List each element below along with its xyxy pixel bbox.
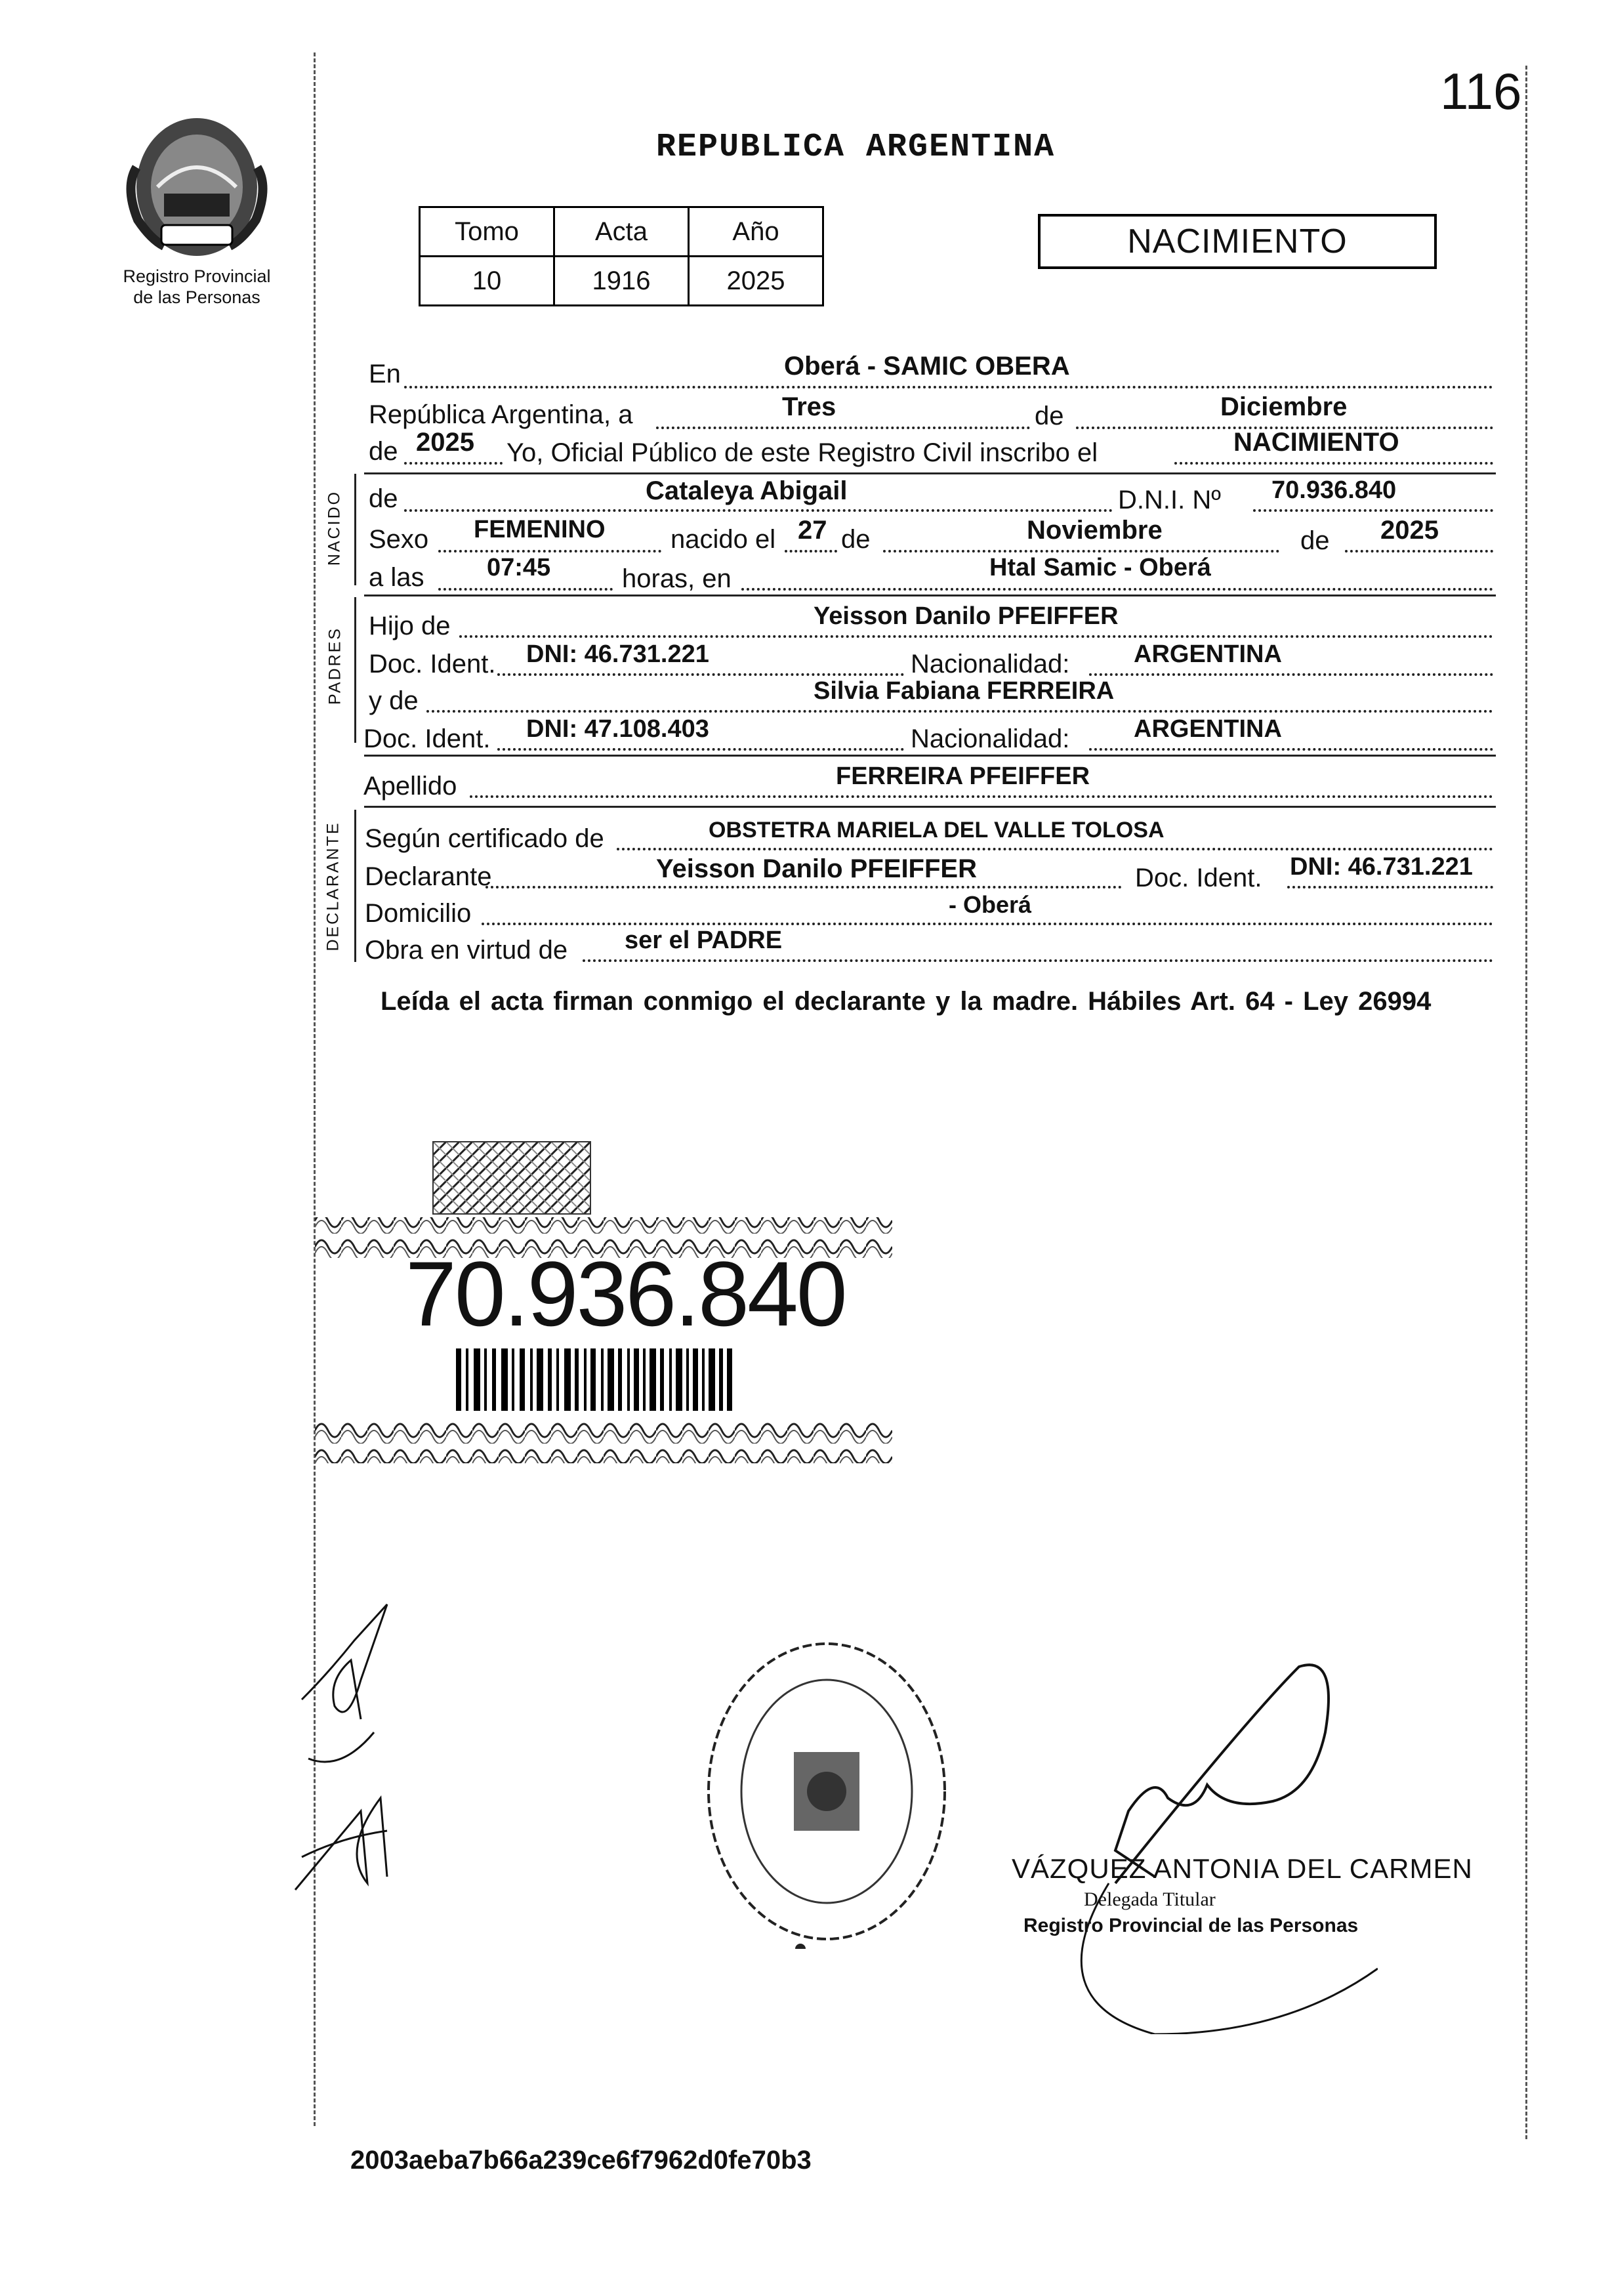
certificado-label: Según certificado de: [365, 824, 604, 853]
dni-dots: [1253, 509, 1493, 512]
province-logo: [118, 108, 276, 266]
nacido-el-label: nacido el: [671, 525, 776, 554]
republica-label: República Argentina, a: [369, 400, 633, 429]
document-hash: 2003aeba7b66a239ce6f7962d0fe70b3: [350, 2146, 812, 2175]
value-ano: 2025: [689, 257, 823, 306]
mother-doc-dots: [497, 748, 904, 751]
divider-3: [364, 755, 1496, 757]
year-value: 2025: [416, 428, 474, 457]
acta-table: [419, 206, 824, 306]
value-tomo: 10: [420, 257, 554, 306]
declarante-value: Yeisson Danilo PFEIFFER: [656, 854, 977, 883]
father-dots: [459, 635, 1493, 638]
obra-label: Obra en virtud de: [365, 936, 568, 965]
declarante-doc-dots: [1287, 886, 1493, 888]
declarante-dots: [485, 886, 1122, 888]
padres-bracket: [354, 597, 356, 743]
apellido-label: Apellido: [363, 772, 457, 801]
father-nationality: ARGENTINA: [1134, 640, 1282, 668]
registry-line2: de las Personas: [133, 287, 260, 307]
sexo-value: FEMENINO: [474, 516, 606, 543]
birth-time: 07:45: [487, 554, 551, 581]
page-number: 116: [1440, 62, 1522, 120]
page-title: REPUBLICA ARGENTINA: [656, 129, 1056, 166]
mother-doc-label: Doc. Ident.: [363, 724, 491, 753]
en-dots: [404, 386, 1493, 388]
child-name: Cataleya Abigail: [646, 476, 848, 505]
sexo-label: Sexo: [369, 525, 429, 554]
y-de-label: y de: [369, 686, 419, 715]
en-value: Oberá - SAMIC OBERA: [784, 352, 1070, 381]
obra-value: ser el PADRE: [625, 927, 783, 954]
father-doc-label: Doc. Ident.: [369, 650, 496, 678]
header-ano: Año: [689, 207, 823, 257]
divider-4: [364, 806, 1496, 808]
barcode-number: 70.936.840: [405, 1242, 846, 1345]
sexo-dots: [438, 550, 661, 553]
year-dots: [404, 462, 503, 465]
father-nacionalidad-label: Nacionalidad:: [911, 650, 1070, 678]
de2-label: de: [369, 437, 398, 466]
place-dots: [741, 588, 1493, 591]
registry-caption: [85, 266, 308, 308]
legal-note: Leída el acta firman conmigo el declarante y la madre. Hábiles Art. 64 - Ley 26994: [381, 987, 1432, 1016]
mother-doc: DNI: 47.108.403: [526, 715, 709, 743]
nacido-de-label: de: [369, 484, 398, 513]
nacido-section-label: NACIDO: [325, 490, 344, 566]
horas-en-label: horas, en: [622, 564, 732, 593]
declarante-label: Declarante: [365, 862, 492, 891]
father-name: Yeisson Danilo PFEIFFER: [814, 602, 1119, 630]
mother-name: Silvia Fabiana FERREIRA: [814, 677, 1115, 705]
de-label: de: [1035, 402, 1064, 430]
month-value: Diciembre: [1220, 392, 1348, 421]
mother-dots: [426, 710, 1493, 713]
domicilio-value: - Oberá: [949, 891, 1032, 918]
type-value: NACIMIENTO: [1233, 428, 1399, 457]
delegate-role: Delegada Titular: [1084, 1889, 1216, 1910]
father-doc-dots: [497, 673, 904, 676]
header-acta: Acta: [554, 207, 689, 257]
hijo-de-label: Hijo de: [369, 612, 451, 640]
left-signatures: [289, 1601, 420, 1903]
dni-label: D.N.I. Nº: [1118, 486, 1221, 514]
birth-place: Htal Samic - Oberá: [989, 554, 1211, 581]
delegate-registry: Registro Provincial de las Personas: [1023, 1915, 1359, 1936]
mother-nacionalidad-label: Nacionalidad:: [911, 724, 1070, 753]
padres-section-label: PADRES: [325, 627, 344, 705]
registry-line1: Registro Provincial: [123, 266, 271, 286]
right-margin-line: [1525, 66, 1527, 2139]
oficial-text: Yo, Oficial Público de este Registro Civil inscribo el: [506, 438, 1098, 467]
day-value: Tres: [782, 392, 836, 421]
time-dots: [438, 588, 613, 591]
father-doc: DNI: 46.731.221: [526, 640, 709, 668]
birth-year-dots: [1345, 550, 1493, 553]
mother-nationality: ARGENTINA: [1134, 715, 1282, 743]
declarante-doc: DNI: 46.731.221: [1290, 853, 1473, 881]
record-type-box: NACIMIENTO: [1038, 214, 1437, 269]
delegate-name: VÁZQUEZ ANTONIA DEL CARMEN: [1012, 1853, 1473, 1884]
nacido-bracket: [354, 474, 356, 585]
day-dots: [656, 427, 1030, 429]
mother-nationality-dots: [1089, 748, 1493, 751]
declarante-section-label: DECLARANTE: [323, 821, 342, 951]
apellido-dots: [470, 795, 1493, 798]
certificado-dots: [617, 848, 1493, 850]
obra-dots: [583, 959, 1493, 962]
header-tomo: Tomo: [420, 207, 554, 257]
birth-day-dots: [785, 550, 837, 553]
declarante-doc-label: Doc. Ident.: [1135, 864, 1262, 892]
declarante-bracket: [354, 810, 356, 962]
birth-month: Noviembre: [1027, 516, 1163, 545]
value-acta: 1916: [554, 257, 689, 306]
child-dni: 70.936.840: [1271, 476, 1397, 504]
father-nationality-dots: [1089, 673, 1493, 676]
delegate-signature: [919, 1575, 1378, 2034]
de-label-3: de: [1300, 526, 1330, 555]
apellido-value: FERREIRA PFEIFFER: [836, 762, 1090, 790]
domicilio-dots: [482, 923, 1493, 925]
type-dots: [1174, 462, 1493, 465]
de-label-2: de: [841, 525, 871, 554]
birth-day: 27: [798, 516, 827, 545]
divider-2: [364, 595, 1496, 596]
certificado-value: OBSTETRA MARIELA DEL VALLE TOLOSA: [709, 818, 1165, 843]
birth-month-dots: [883, 550, 1279, 553]
divider-1: [364, 472, 1496, 474]
birth-year: 2025: [1380, 516, 1439, 545]
domicilio-label: Domicilio: [365, 899, 472, 928]
en-label: En: [369, 360, 401, 388]
name-dots: [404, 509, 1113, 512]
a-las-label: a las: [369, 563, 424, 592]
